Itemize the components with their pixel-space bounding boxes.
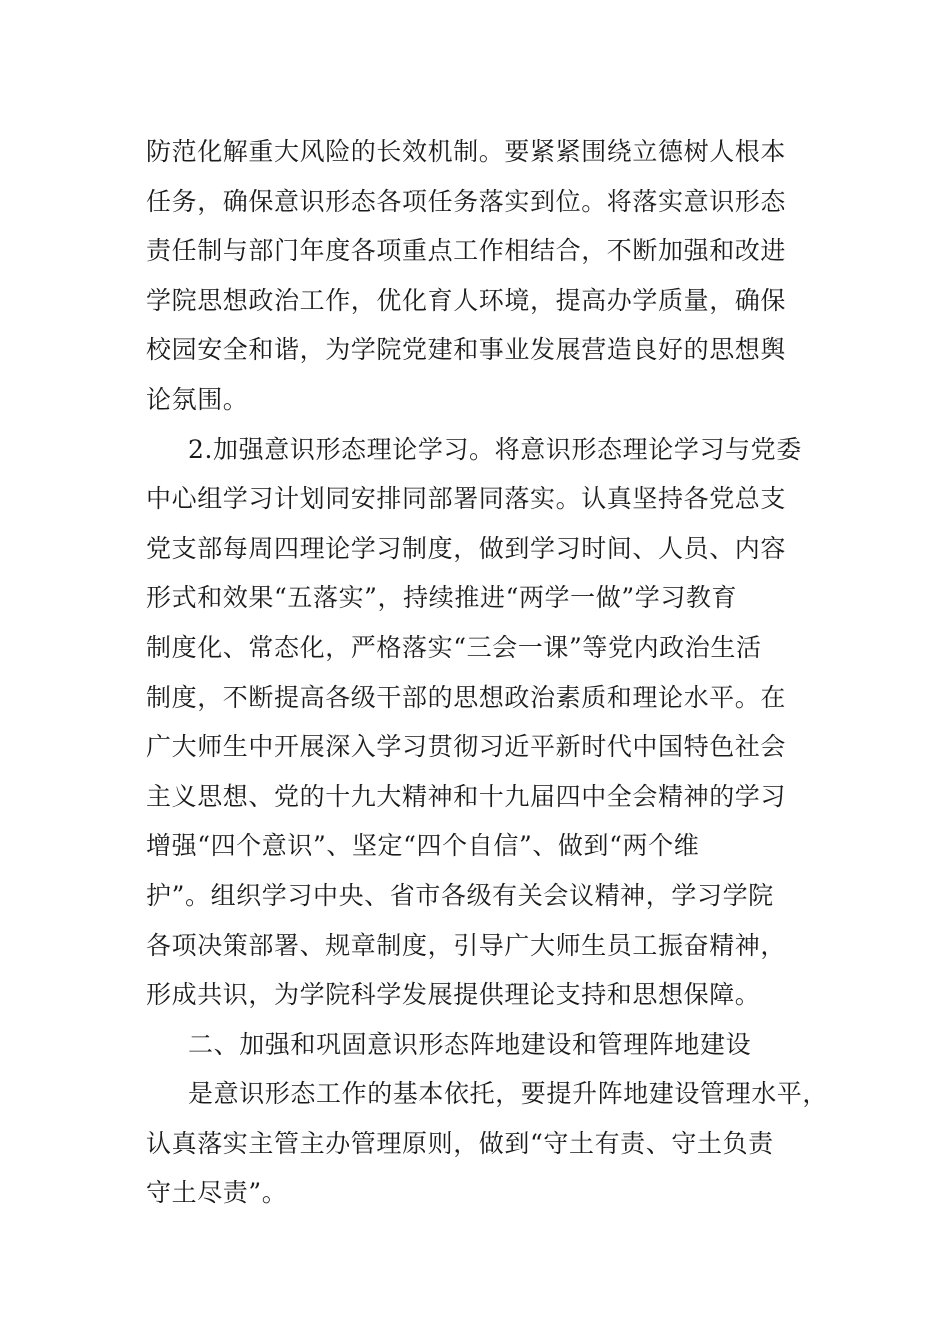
text-line-18: 形成共识，为学院科学发展提供理论支持和思想保障。 xyxy=(146,980,761,1010)
text-line-14: 主义思想、党的十九大精神和十九届四中全会精神的学习 xyxy=(146,781,787,811)
section-heading: 二、加强和巩固意识形态阵地建设和管理阵地建设 xyxy=(188,1029,752,1059)
text-line-9: 党支部每周四理论学习制度，做到学习时间、人员、内容 xyxy=(146,533,787,563)
body-text xyxy=(146,127,829,1218)
text-line-20: 是意识形态工作的基本依托，要提升阵地建设管理水平， xyxy=(188,1079,829,1109)
text-line-21: 认真落实主管主办管理原则，做到“守土有责、守土负责 xyxy=(146,1128,774,1158)
text-line-1: 防范化解重大风险的长效机制。要紧紧围绕立德树人根本 xyxy=(146,137,787,166)
text-line-12: 制度，不断提高各级干部的思想政治素质和理论水平。在 xyxy=(146,682,787,712)
text-line-22: 守土尽责”。 xyxy=(146,1178,288,1208)
text-line-17: 各项决策部署、规章制度，引导广大师生员工振奋精神， xyxy=(146,930,787,960)
text-line-3: 责任制与部门年度各项重点工作相结合，不断加强和改进 xyxy=(146,236,787,266)
text-line-11: 制度化、常态化，严格落实“三会一课”等党内政治生活 xyxy=(146,632,762,662)
text-line-4: 学院思想政治工作，优化育人环境，提高办学质量，确保 xyxy=(146,285,787,315)
text-line-15: 增强“四个意识”、坚定“四个自信”、做到“两个维 xyxy=(146,831,700,861)
text-line-7: 2.加强意识形态理论学习。将意识形态理论学习与党委 xyxy=(188,434,802,464)
text-line-6: 论氛围。 xyxy=(146,384,249,414)
text-line-16: 护”。组织学习中央、省市各级有关会议精神，学习学院 xyxy=(146,880,774,910)
text-line-13: 广大师生中开展深入学习贯彻习近平新时代中国特色社会 xyxy=(146,732,787,762)
text-line-10: 形式和效果“五落实”，持续推进“两学一做”学习教育 xyxy=(146,583,738,613)
text-line-5: 校园安全和谐，为学院党建和事业发展营造良好的思想舆 xyxy=(146,335,787,365)
text-line-8: 中心组学习计划同安排同部署同落实。认真坚持各党总支 xyxy=(146,484,787,514)
text-line-2: 任务，确保意识形态各项任务落实到位。将落实意识形态 xyxy=(146,186,787,216)
